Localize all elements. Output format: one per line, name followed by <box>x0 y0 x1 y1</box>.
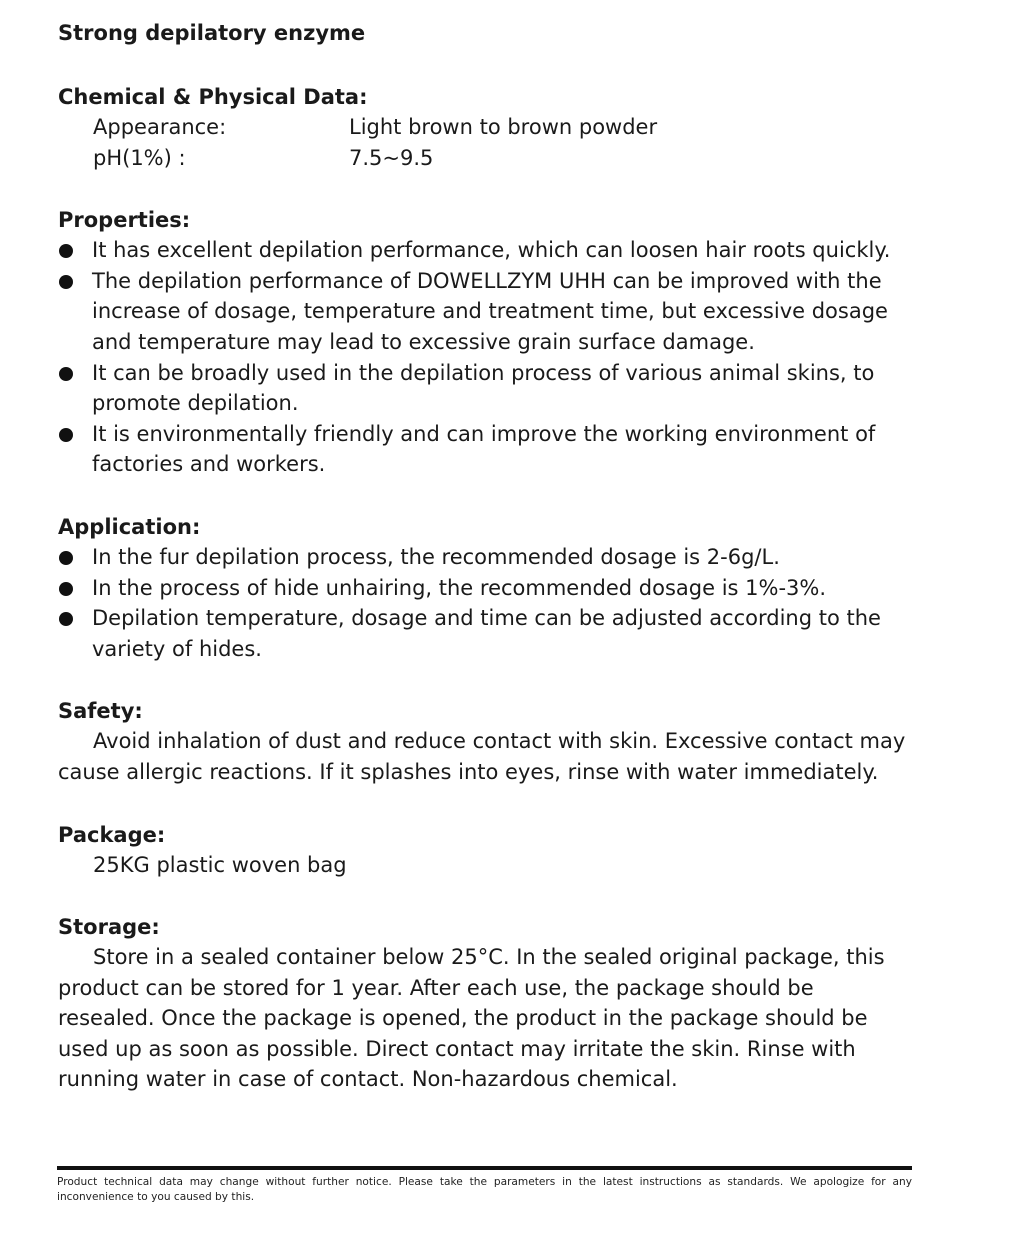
storage-heading: Storage: <box>58 915 160 940</box>
properties-list <box>58 235 913 480</box>
application-text: In the fur depilation process, the recommended dosage is 2-6g/L. <box>92 544 780 569</box>
document-page <box>58 18 913 1127</box>
ph-label: pH(1%) : <box>93 145 186 170</box>
property-text: The depilation performance of DOWELLZYM UHH can be improved with the increase of dosage, temperature and treatment time, but excessive dosage and temperature may lead to excessive grain surface damage. <box>92 268 888 354</box>
list-item <box>58 419 913 480</box>
list-item <box>58 573 913 604</box>
storage-text: Store in a sealed container below 25°C. In the sealed original package, this product can be stored for 1 year. After each use, the package should be resealed. Once the package is opened, the product in the package should be used up as soon as possible. Direct contact may irritate the skin. Rinse with running water in case of contact. Non-hazardous chemical. <box>58 945 885 1092</box>
bullet-icon <box>59 275 73 289</box>
application-text: In the process of hide unhairing, the recommended dosage is 1%-3%. <box>92 575 827 600</box>
package-text: 25KG plastic woven bag <box>93 852 347 877</box>
property-text: It can be broadly used in the depilation process of various animal skins, to promote depilation. <box>92 360 875 416</box>
appearance-value: Light brown to brown powder <box>349 115 658 139</box>
application-text: Depilation temperature, dosage and time can be adjusted according to the variety of hides. <box>92 606 881 661</box>
package-heading: Package: <box>58 822 166 847</box>
properties-section <box>58 205 913 480</box>
property-text: It is environmentally friendly and can improve the working environment of factories and workers. <box>92 421 876 477</box>
product-title: Strong depilatory enzyme <box>58 21 366 45</box>
safety-section <box>58 696 913 787</box>
list-item <box>58 603 913 664</box>
safety-heading: Safety: <box>58 699 143 724</box>
list-item <box>58 266 913 358</box>
application-section <box>58 512 913 664</box>
chemical-physical-section <box>58 82 913 173</box>
bullet-icon <box>59 244 73 258</box>
appearance-label: Appearance: <box>93 115 227 139</box>
chemical-physical-heading: Chemical & Physical Data: <box>58 85 368 109</box>
list-item <box>58 358 913 419</box>
bullet-icon <box>59 551 73 565</box>
property-text: It has excellent depilation performance, which can loosen hair roots quickly. <box>92 238 891 263</box>
safety-text: Avoid inhalation of dust and reduce contact with skin. Excessive contact may cause allergic reactions. If it splashes into eyes, rinse with water immediately. <box>58 729 906 784</box>
ph-value: 7.5~9.5 <box>349 145 434 170</box>
storage-section <box>58 912 913 1095</box>
bullet-icon <box>59 428 73 442</box>
bullet-icon <box>59 582 73 596</box>
list-item <box>58 542 913 573</box>
list-item <box>58 235 913 266</box>
bullet-icon <box>59 367 73 381</box>
bullet-icon <box>59 612 73 626</box>
application-list <box>58 542 913 664</box>
application-heading: Application: <box>58 514 201 539</box>
footer-disclaimer: Product technical data may change without further notice. Please take the parameters in the latest instructions as standards. We apologize for any inconvenience to you caused by this. <box>57 1166 912 1205</box>
package-section <box>58 820 913 881</box>
ph-row <box>58 143 913 174</box>
appearance-row <box>58 112 913 143</box>
properties-heading: Properties: <box>58 208 191 233</box>
